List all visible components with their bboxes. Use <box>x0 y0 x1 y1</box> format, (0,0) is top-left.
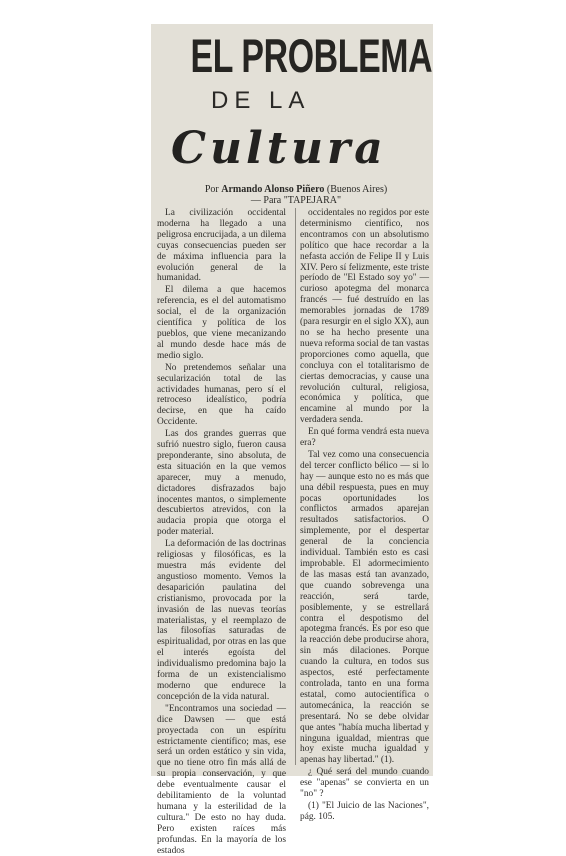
paragraph: "Encontramos una sociedad — dice Dawsen — que está proyectada con un espíritu estrictamente científico; mas, ese será un orden estático y sin vida, que no tiene otro fin más allá de su propia conservación, y que debe eventualmente causar el debilitamiento de la voluntad humana y la esterilidad de la cultura." De esto no hay duda. Pero existen raíces más profundas. En la mayoría de los estados <box>157 703 286 856</box>
paragraph: En qué forma vendrá esta nueva era? <box>300 427 429 449</box>
left-column <box>157 208 286 856</box>
column-divider <box>295 208 296 765</box>
byline-prefix: Por <box>204 184 219 195</box>
byline-destination: — Para "TAPEJARA" <box>250 195 342 206</box>
paragraph: La civilización occidental moderna ha llegado a una peligrosa encrucijada, a un dilema cuyas consecuencias pueden ser de máxima influencia para la evolución general de la humanidad. <box>157 208 286 284</box>
headline-line-3: Cultura <box>171 123 387 174</box>
paragraph: ¿ Qué será del mundo cuando ese "apenas" se convierta en un "no" ? <box>300 767 429 800</box>
newspaper-clipping <box>151 24 433 856</box>
footnote: (1) "El Juicio de las Naciones", pág. 105. <box>300 800 429 822</box>
paragraph: La deformación de las doctrinas religiosas y filosóficas, es la muestra más evidente del angustioso momento. Vemos la desaparición paulatina del cristianismo, provocada por la invasión de las nuevas teorías materialistas, y el reemplazo de las filosofías saturadas de espiritualidad, por otras en las que el interés egoísta del individualismo predomina bajo la forma de un existencialismo moderno que endurece la concepción de la vida natural. <box>157 539 286 702</box>
right-column <box>300 208 429 822</box>
paragraph: El dilema a que hacemos referencia, es el del automatismo social, el de la organización científica y política de los pueblos, que viene mecanizando al mundo desde hace más de medio siglo. <box>157 285 286 361</box>
paragraph: occidentales no regidos por este determinismo científico, nos encontramos con un absolutismo político que hace recordar a la nefasta acción de Felipe II y Luis XIV. Pero sí felizmente, este triste período de "El Estado soy yo" — curioso apotegma del monarca francés — fué destruído en las memorables jornadas de 1789 (para resurgir en el siglo XX), aun no se ha hecho presente una nueva reforma social de tan vastas proporciones como aquella, que concluya con el totalitarismo de ciertas democracias, y cause una revolución cultural, religiosa, económica y política, que encamine al mundo por la verdadera senda. <box>300 208 429 426</box>
paragraph: Tal vez como una consecuencia del tercer conflicto bélico — si lo hay — aunque esto no es más que una débil respuesta, pues en muy pocas oportunidades los conflictos armados aparejan resultados satisfactorios. O simplemente, por el despertar general de la conciencia individual. También esto es casi improbable. El adormecimiento de las masas está tan avanzado, que cuando sobrevenga una reacción, será tarde, posiblemente, y se estrellará contra el despotismo del apotegma francés. Es por eso que la reacción debe producirse ahora, sin más dilaciones. Porque cuando la cultura, en todos sus aspectos, esté perfectamente controlada, tanto en una forma estatal, como autocientífica o automecánica, la reacción se presentará. No se debe olvidar que antes "había mucha libertad y ninguna igualdad, mientras que hoy existe mucha igualdad y apenas hay libertad." (1). <box>300 449 429 766</box>
paragraph: No pretendemos señalar una secularización total de las actividades humanas, pero sí el retroceso idealístico, podría decirse, en que ha caído Occidente. <box>157 362 286 428</box>
author-name: Armando Alonso Piñero <box>221 184 325 195</box>
paragraph: Las dos grandes guerras que sufrió nuestro siglo, fueron causa preponderante, sino absoluta, de esta situación en la que vemos aparecer, muy a menudo, dictadores disfrazados bajo inocentes mantos, o simplemente descubiertos atrevidos, con la audacia propia que otorga el poder material. <box>157 429 286 538</box>
author-location: (Buenos Aires) <box>326 184 388 195</box>
byline <box>171 184 421 206</box>
headline-line-2: DE LA <box>211 87 311 114</box>
headline-line-1: EL PROBLEMA <box>190 29 433 82</box>
